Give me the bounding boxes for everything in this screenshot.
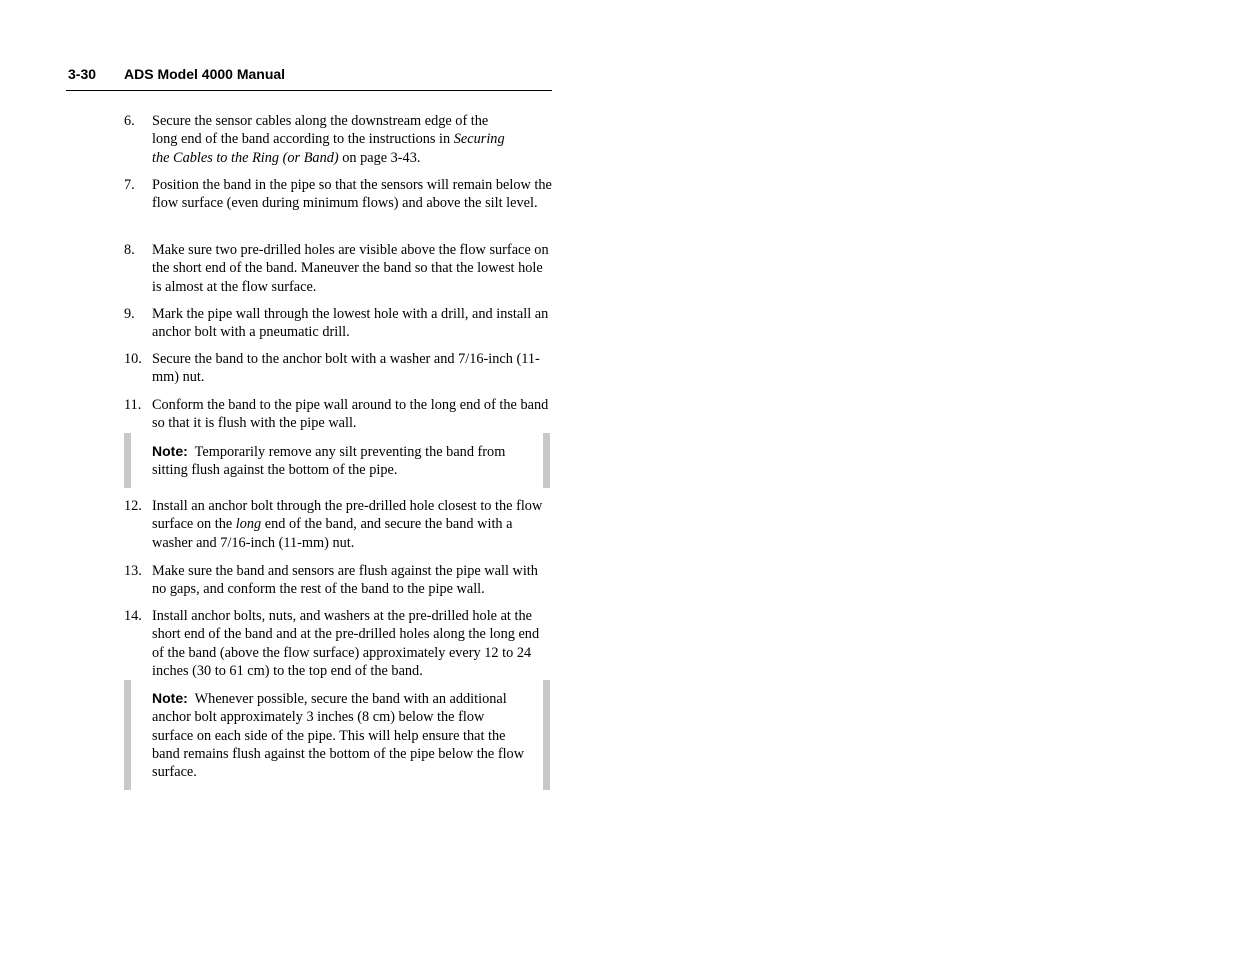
page-number: 3-30 [68, 66, 97, 82]
step-number: 9. [124, 306, 135, 322]
step-number: 6. [124, 113, 135, 129]
step-text: Make sure the band and sensors are flush against the pipe wall with no gaps, and conform the rest of the band to the pipe wall. [152, 563, 538, 598]
page-header [66, 65, 552, 91]
step-text: Secure the sensor cables along the downstream edge of the long end of the band according to the instructions in Securing the Cables to the Ring (or Band) on page 3-43. [152, 113, 505, 166]
note-box [124, 680, 550, 790]
note-label: Note: [152, 443, 188, 459]
step-number: 8. [124, 242, 135, 258]
step-text: Make sure two pre-drilled holes are visible above the flow surface on the short end of the band. Maneuver the band so that the lowest hole is almost at the flow surface. [152, 242, 549, 295]
note-label: Note: [152, 690, 188, 706]
step-text: Secure the band to the anchor bolt with a washer and 7/16-inch (11-mm) nut. [152, 351, 540, 386]
manual-title: ADS Model 4000 Manual [124, 66, 286, 82]
note-text: Note: Whenever possible, secure the band with an additional anchor bolt approximately 3 inches (8 cm) below the flow surface on each side of the pipe. This will help ensure that the band remains flush against the bottom of the pipe below the flow surface. [152, 690, 525, 781]
step-text: Install anchor bolts, nuts, and washers at the pre-drilled hole at the short end of the band and at the pre-drilled holes along the long end of the band (above the flow surface) approximately every 12 to 24 inches (30 to 61 cm) to the top end of the band. [152, 608, 540, 679]
step-text: Conform the band to the pipe wall around to the long end of the band so that it is flush with the pipe wall. [152, 397, 549, 432]
note-text: Note: Temporarily remove any silt preventing the band from sitting flush against the bottom of the pipe. [152, 443, 506, 479]
step-number: 10. [124, 351, 142, 367]
step-text: Position the band in the pipe so that the sensors will remain below the flow surface (even during minimum flows) and above the silt level. [152, 177, 552, 212]
step-number: 14. [124, 608, 142, 624]
step-text: Mark the pipe wall through the lowest hole with a drill, and install an anchor bolt with a pneumatic drill. [152, 306, 549, 341]
step-number: 13. [124, 563, 142, 579]
step-number: 12. [124, 498, 142, 514]
step-text: Install an anchor bolt through the pre-drilled hole closest to the flow surface on the long end of the band, and secure the band with a washer and 7/16-inch (11-mm) nut. [152, 498, 543, 551]
step-number: 11. [124, 397, 142, 413]
note-box [124, 433, 550, 488]
step-number: 7. [124, 177, 135, 193]
